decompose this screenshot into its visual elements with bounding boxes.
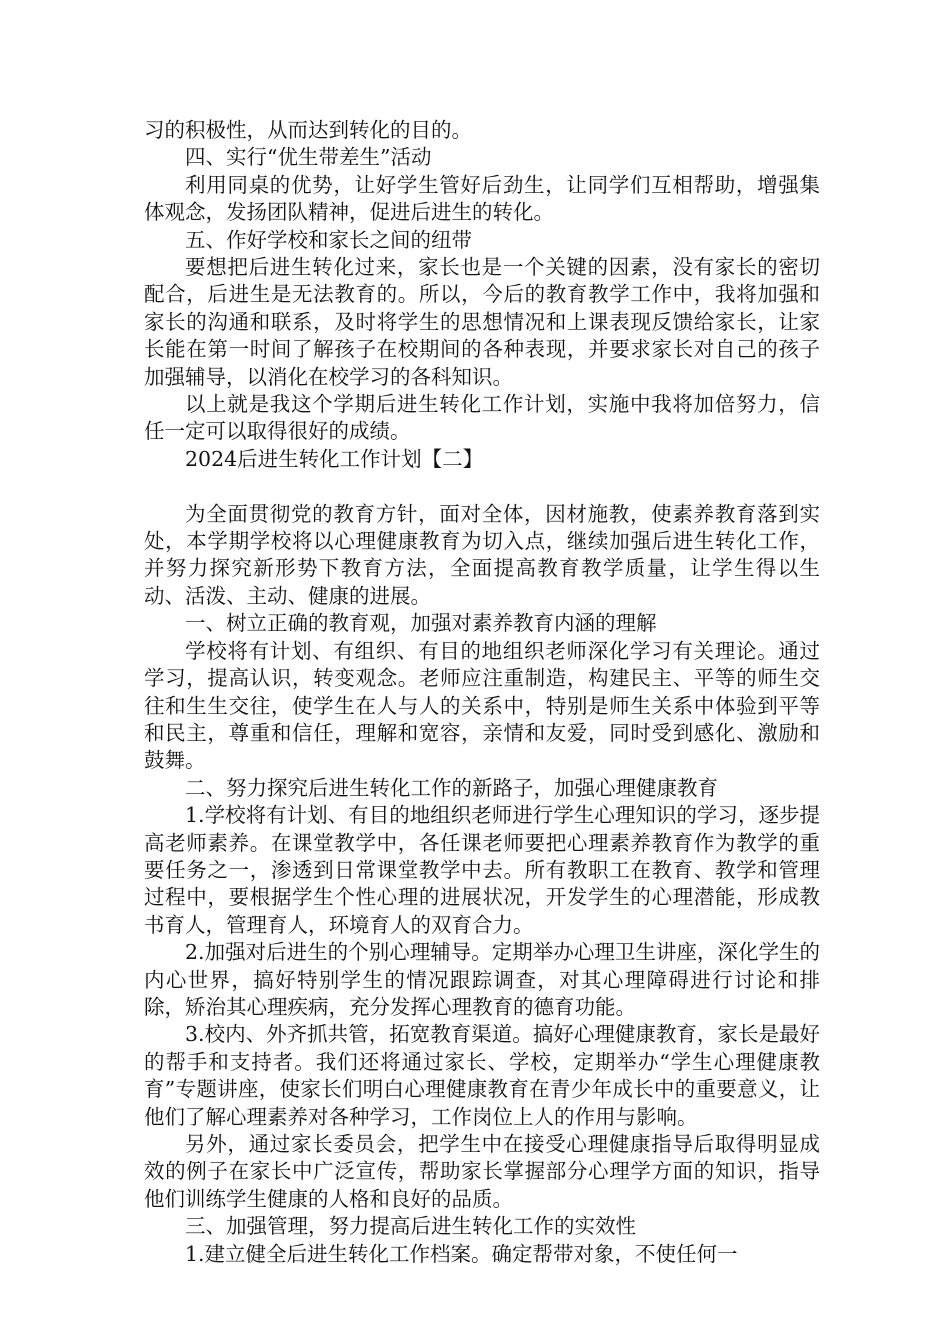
plan-title: 2024后进生转化工作计划【二】 xyxy=(185,446,484,471)
heading-section-4: 四、实行“优生带差生”活动 xyxy=(185,145,432,170)
paragraph: 要想把后进生转化过来，家长也是一个关键的因素，没有家长的密切配合，后进生是无法教育的。所以，今后的教育教学工作中，我将加强和家长的沟通和联系，及时将学生的思想情况和上课表现反馈给家长，让家长能在第一时间了解孩子在校期间的各种表现，并要求家长对自己的孩子加强辅导，以消化在校学习的各科知识。 xyxy=(144,255,820,389)
blank-line xyxy=(144,473,820,500)
heading-section-1: 一、树立正确的教育观，加强对素养教育内涵的理解 xyxy=(185,611,657,636)
heading-section-2: 二、努力探究后进生转化工作的新路子，加强心理健康教育 xyxy=(185,775,718,800)
paragraph-continuation: 习的积极性，从而达到转化的目的。 xyxy=(144,118,472,142)
paragraph: 2.加强对后进生的个别心理辅导。定期举办心理卫生讲座，深化学生的内心世界，搞好特别学生的情况跟踪调查，对其心理障碍进行讨论和排除，矫治其心理疾病，充分发挥心理教育的德育功能。 xyxy=(144,940,820,1019)
paragraph: 学校将有计划、有组织、有目的地组织老师深化学习有关理论。通过学习，提高认识，转变观念。老师应注重制造，构建民主、平等的师生交往和生生交往，使学生在人与人的关系中，特别是师生关系中体验到平等和民主，尊重和信任，理解和宽容，亲情和友爱，同时受到感化、激励和鼓舞。 xyxy=(144,638,820,773)
paragraph: 另外，通过家长委员会，把学生中在接受心理健康指导后取得明显成效的例子在家长中广泛宣传，帮助家长掌握部分心理学方面的知识，指导他们训练学生健康的人格和良好的品质。 xyxy=(144,1132,820,1211)
paragraph: 1.学校将有计划、有目的地组织老师进行学生心理知识的学习，逐步提高老师素养。在课堂教学中，各任课老师要把心理素养教育作为教学的重要任务之一，渗透到日常课堂教学中去。所有教职工在教育、教学和管理过程中，要根据学生个性心理的进展状况，开发学生的心理潜能，形成教书育人，管理育人，环境育人的双育合力。 xyxy=(144,803,820,937)
heading-section-3: 三、加强管理，努力提高后进生转化工作的实效性 xyxy=(185,1214,636,1239)
paragraph: 利用同桌的优势，让好学生管好后劲生，让同学们互相帮助，增强集体观念，发扬团队精神，促进后进生的转化。 xyxy=(144,172,820,225)
paragraph: 3.校内、外齐抓共管，拓宽教育渠道。搞好心理健康教育，家长是最好的帮手和支持者。我们还将通过家长、学校，定期举办“学生心理健康教育”专题讲座，使家长们明白心理健康教育在青少年成长中的重要意义，让他们了解心理素养对各种学习，工作岗位上人的作用与影响。 xyxy=(144,1022,820,1129)
paragraph: 1.建立健全后进生转化工作档案。确定帮带对象，不使任何一 xyxy=(185,1241,738,1266)
heading-section-5: 五、作好学校和家长之间的纽带 xyxy=(185,227,472,252)
paragraph: 以上就是我这个学期后进生转化工作计划，实施中我将加倍努力，信任一定可以取得很好的成绩。 xyxy=(144,392,820,444)
paragraph: 为全面贯彻党的教育方针，面对全体，因材施教，使素养教育落到实处，本学期学校将以心理健康教育为切入点，继续加强后进生转化工作，并努力探究新形势下教育方法，全面提高教育教学质量，让学生得以生动、活泼、主动、健康的进展。 xyxy=(144,501,820,608)
document-page xyxy=(144,117,820,1268)
